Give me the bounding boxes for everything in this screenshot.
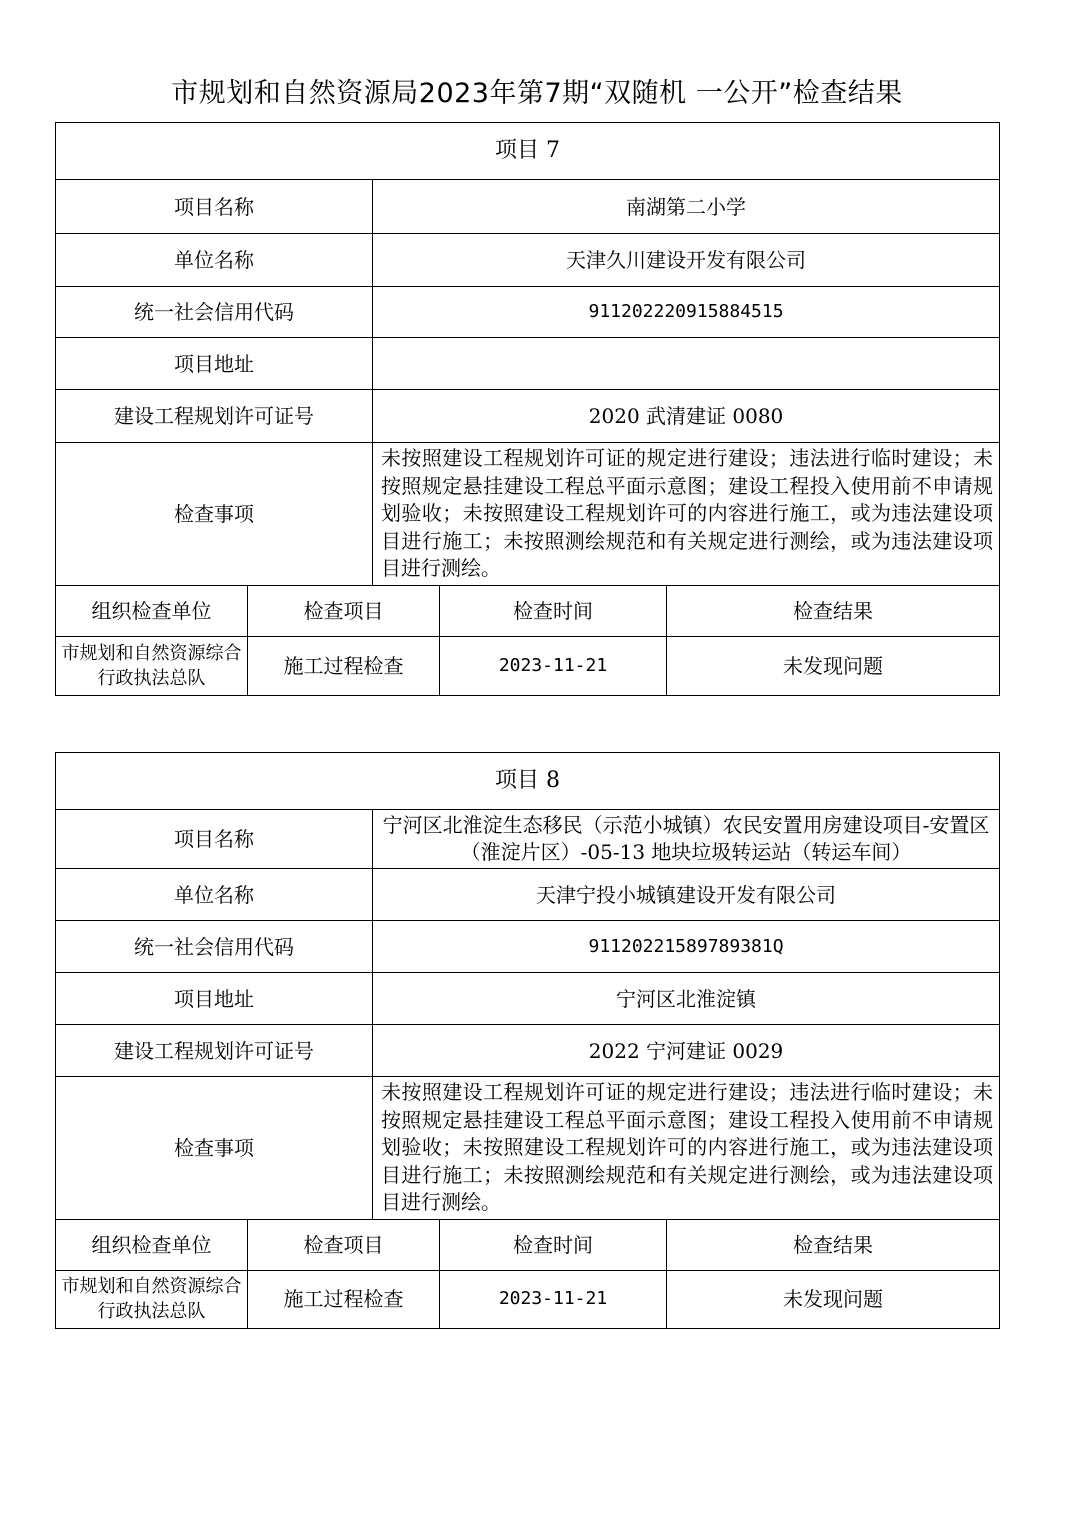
header-check-item: 检查项目 — [248, 1219, 440, 1270]
value-address: 宁河区北淮淀镇 — [373, 973, 1000, 1025]
project-table — [55, 752, 1000, 1329]
value-org-unit: 市规划和自然资源综合行政执法总队 — [56, 636, 248, 695]
value-check-time: 2023-11-21 — [440, 1270, 667, 1328]
value-credit-code: 91120221589789381Q — [373, 921, 1000, 973]
value-permit-no: 2022 宁河建证 0029 — [373, 1025, 1000, 1077]
value-check-time: 2023-11-21 — [440, 636, 667, 695]
label-address: 项目地址 — [56, 973, 373, 1025]
header-org-unit: 组织检查单位 — [56, 585, 248, 636]
value-unit-name: 天津宁投小城镇建设开发有限公司 — [373, 869, 1000, 921]
label-inspection-items: 检查事项 — [56, 443, 373, 586]
project-heading: 项目 8 — [56, 753, 1000, 810]
label-project-name: 项目名称 — [56, 180, 373, 234]
header-check-time: 检查时间 — [440, 585, 667, 636]
value-org-unit: 市规划和自然资源综合行政执法总队 — [56, 1270, 248, 1328]
project-heading: 项目 7 — [56, 123, 1000, 180]
document-title: 市规划和自然资源局2023年第7期“双随机 一公开”检查结果 — [171, 78, 903, 109]
label-project-name: 项目名称 — [56, 810, 373, 869]
value-project-name: 宁河区北淮淀生态移民（示范小城镇）农民安置用房建设项目-安置区（淮淀片区）-05-13 地块垃圾转运站（转运车间） — [373, 810, 1000, 869]
label-unit-name: 单位名称 — [56, 869, 373, 921]
label-credit-code: 统一社会信用代码 — [56, 287, 373, 338]
label-unit-name: 单位名称 — [56, 234, 373, 287]
project-table — [55, 122, 1000, 696]
value-permit-no: 2020 武清建证 0080 — [373, 390, 1000, 443]
value-check-item: 施工过程检查 — [248, 636, 440, 695]
header-check-result: 检查结果 — [667, 585, 1000, 636]
value-unit-name: 天津久川建设开发有限公司 — [373, 234, 1000, 287]
value-project-name: 南湖第二小学 — [373, 180, 1000, 234]
value-inspection-items: 未按照建设工程规划许可证的规定进行建设；违法进行临时建设；未按照规定悬挂建设工程总平面示意图；建设工程投入使用前不申请规划验收；未按照建设工程规划许可的内容进行施工，或为违法建设项目进行施工；未按照测绘规范和有关规定进行测绘，或为违法建设项目进行测绘。 — [373, 1077, 1000, 1220]
value-address — [373, 338, 1000, 390]
value-check-result: 未发现问题 — [667, 636, 1000, 695]
label-credit-code: 统一社会信用代码 — [56, 921, 373, 973]
label-address: 项目地址 — [56, 338, 373, 390]
label-inspection-items: 检查事项 — [56, 1077, 373, 1220]
value-check-result: 未发现问题 — [667, 1270, 1000, 1328]
value-inspection-items: 未按照建设工程规划许可证的规定进行建设；违法进行临时建设；未按照规定悬挂建设工程总平面示意图；建设工程投入使用前不申请规划验收；未按照建设工程规划许可的内容进行施工，或为违法建设项目进行施工；未按照测绘规范和有关规定进行测绘，或为违法建设项目进行测绘。 — [373, 443, 1000, 586]
header-check-time: 检查时间 — [440, 1219, 667, 1270]
header-org-unit: 组织检查单位 — [56, 1219, 248, 1270]
header-check-result: 检查结果 — [667, 1219, 1000, 1270]
label-permit-no: 建设工程规划许可证号 — [56, 390, 373, 443]
value-check-item: 施工过程检查 — [248, 1270, 440, 1328]
label-permit-no: 建设工程规划许可证号 — [56, 1025, 373, 1077]
header-check-item: 检查项目 — [248, 585, 440, 636]
value-credit-code: 911202220915884515 — [373, 287, 1000, 338]
